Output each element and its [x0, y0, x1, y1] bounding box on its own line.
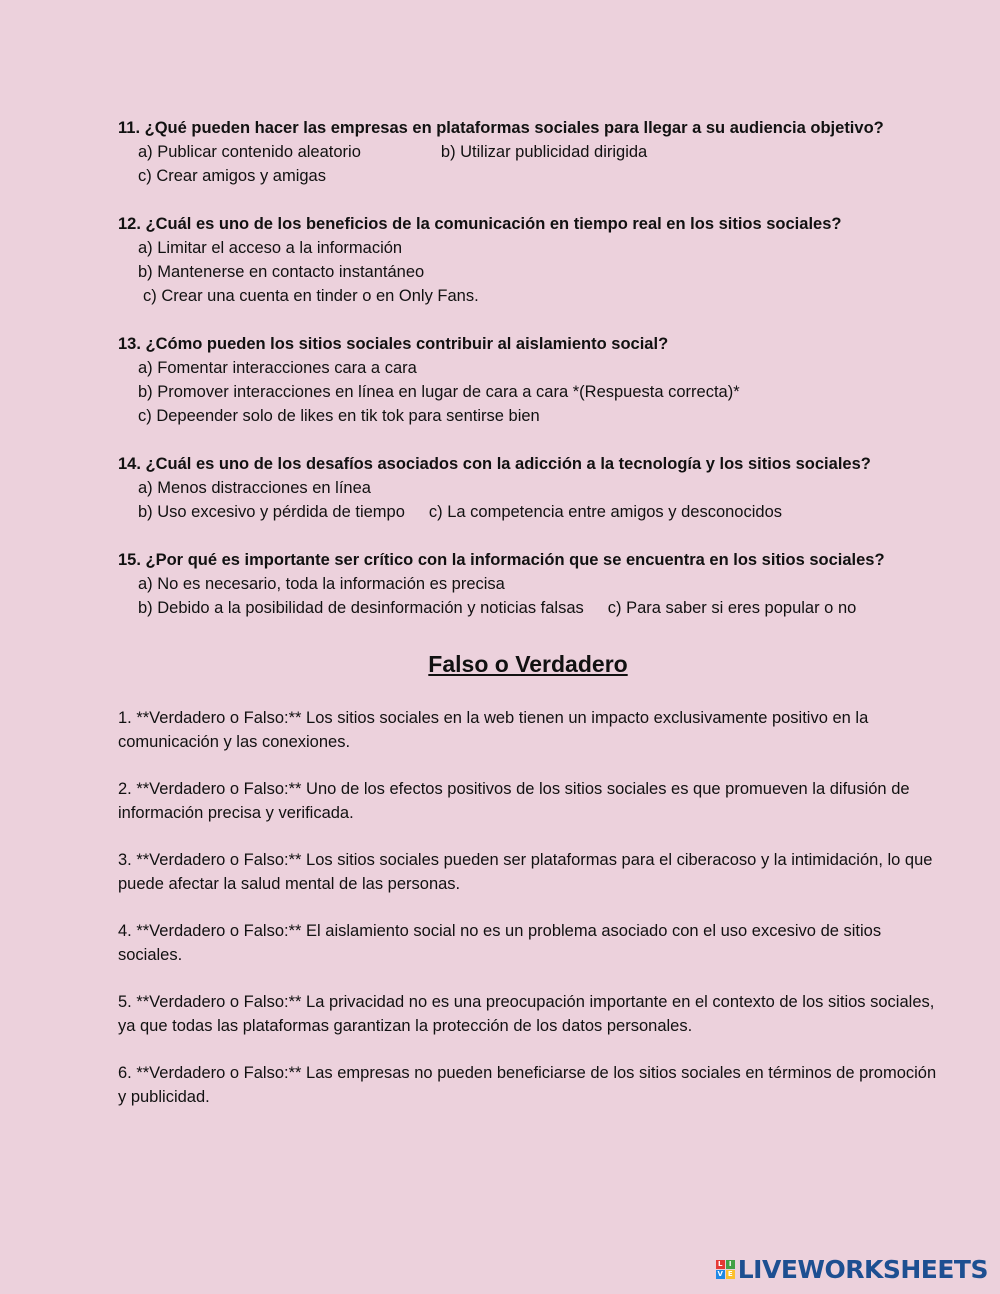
- option-line: [118, 500, 938, 524]
- liveworksheets-logo: [716, 1255, 988, 1284]
- option-line: [118, 380, 938, 404]
- option-line: [118, 476, 938, 500]
- option-b[interactable]: b) Mantenerse en contacto instantáneo: [138, 263, 425, 281]
- option-b[interactable]: b) Promover interacciones en línea en lugar de cara a cara *(Respuesta correcta)*: [138, 383, 740, 401]
- question-15: [118, 548, 938, 620]
- question-title: 11. ¿Qué pueden hacer las empresas en plataformas sociales para llegar a su audiencia objetivo?: [118, 119, 884, 137]
- question-12: [118, 212, 938, 308]
- option-line: [118, 164, 938, 188]
- worksheet-page: [118, 116, 938, 1132]
- question-11: [118, 116, 938, 188]
- logo-mark-cell: L: [716, 1260, 725, 1269]
- option-line: [118, 284, 938, 308]
- option-c[interactable]: c) La competencia entre amigos y desconocidos: [428, 503, 782, 521]
- option-line: [118, 404, 938, 428]
- logo-mark-icon: [716, 1260, 735, 1279]
- option-c[interactable]: c) Crear amigos y amigas: [138, 167, 326, 185]
- question-13: [118, 332, 938, 428]
- option-b[interactable]: b) Debido a la posibilidad de desinformación y noticias falsas: [138, 599, 584, 617]
- question-title: 14. ¿Cuál es uno de los desafíos asociados con la adicción a la tecnología y los sitios sociales?: [118, 455, 871, 473]
- true-false-item-2: 2. **Verdadero o Falso:** Uno de los efectos positivos de los sitios sociales es que promueven la difusión de información precisa y verificada.: [118, 780, 910, 822]
- true-false-item-3: 3. **Verdadero o Falso:** Los sitios sociales pueden ser plataformas para el ciberacoso y la intimidación, lo que puede afectar la salud mental de las personas.: [118, 851, 933, 893]
- option-line: [118, 356, 938, 380]
- true-false-item-4: 4. **Verdadero o Falso:** El aislamiento social no es un problema asociado con el uso excesivo de sitios sociales.: [118, 922, 882, 964]
- option-b[interactable]: b) Uso excesivo y pérdida de tiempo: [138, 503, 405, 521]
- option-a[interactable]: a) Limitar el acceso a la información: [138, 239, 403, 257]
- true-false-item-1: 1. **Verdadero o Falso:** Los sitios sociales en la web tienen un impacto exclusivamente positivo en la comunicación y las conexiones.: [118, 709, 869, 751]
- true-false-item-5: 5. **Verdadero o Falso:** La privacidad no es una preocupación importante en el contexto de los sitios sociales, ya que todas las plataformas garantizan la protección de los datos personales.: [118, 993, 935, 1035]
- option-b[interactable]: b) Utilizar publicidad dirigida: [440, 143, 648, 161]
- option-c[interactable]: c) Crear una cuenta en tinder o en Only Fans.: [143, 287, 479, 305]
- option-c[interactable]: c) Depeender solo de likes en tik tok para sentirse bien: [138, 407, 540, 425]
- option-a[interactable]: a) Menos distracciones en línea: [138, 479, 371, 497]
- question-title: 12. ¿Cuál es uno de los beneficios de la comunicación en tiempo real en los sitios sociales?: [118, 215, 842, 233]
- logo-mark-cell: I: [726, 1260, 735, 1269]
- logo-mark-cell: V: [717, 1270, 723, 1278]
- option-c[interactable]: c) Para saber si eres popular o no: [607, 599, 857, 617]
- true-false-item-6: 6. **Verdadero o Falso:** Las empresas no pueden beneficiarse de los sitios sociales en términos de promoción y publicidad.: [118, 1064, 937, 1106]
- question-14: [118, 452, 938, 524]
- option-line: [118, 596, 938, 620]
- option-a[interactable]: a) No es necesario, toda la información es precisa: [138, 575, 505, 593]
- logo-mark-cell: E: [726, 1270, 735, 1279]
- option-a[interactable]: a) Publicar contenido aleatorio: [138, 143, 361, 161]
- option-line: [118, 572, 938, 596]
- option-line: [118, 140, 938, 164]
- section-title: Falso o Verdadero: [428, 651, 628, 677]
- option-a[interactable]: a) Fomentar interacciones cara a cara: [138, 359, 417, 377]
- question-title: 13. ¿Cómo pueden los sitios sociales contribuir al aislamiento social?: [118, 335, 669, 353]
- question-title: 15. ¿Por qué es importante ser crítico con la información que se encuentra en los sitios sociales?: [118, 551, 885, 569]
- option-line: [118, 236, 938, 260]
- logo-text: LIVEWORKSHEETS: [737, 1255, 988, 1284]
- option-line: [118, 260, 938, 284]
